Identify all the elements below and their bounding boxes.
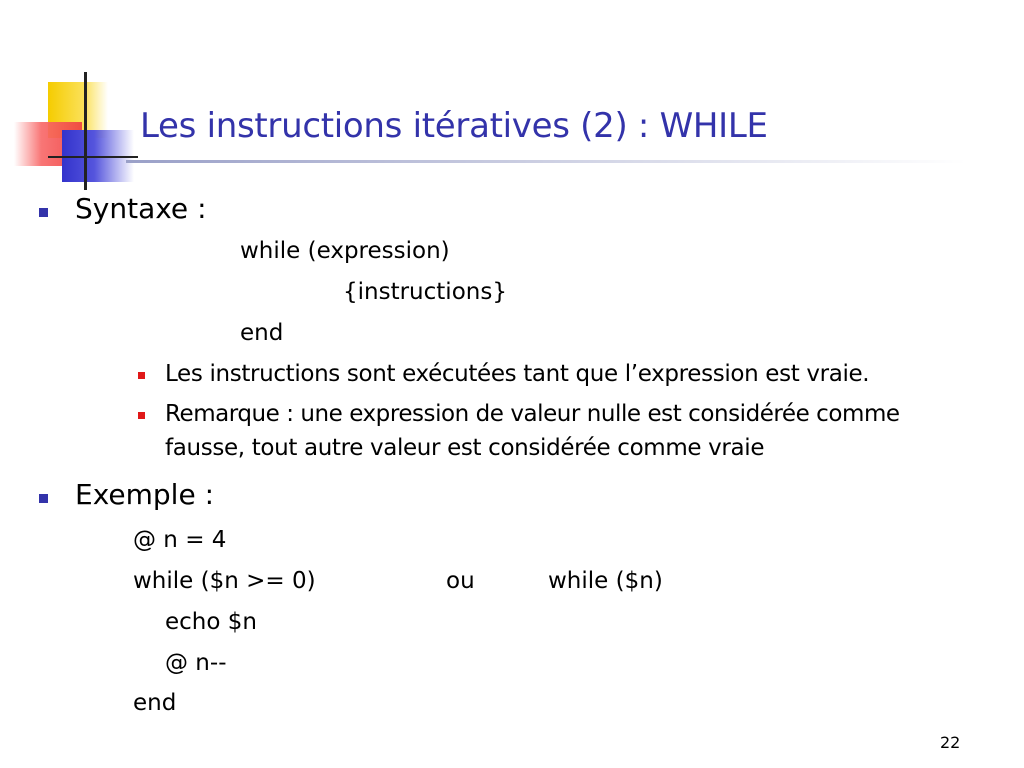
logo-vertical-line — [84, 72, 87, 190]
syntax-code-line-3: end — [240, 320, 284, 346]
syntax-note-2-line-1: Remarque : une expression de valeur nulle est considérée comme — [165, 401, 900, 427]
syntax-code-line-2: {instructions} — [343, 279, 507, 305]
bullet-example — [39, 494, 48, 503]
slide-logo — [0, 0, 140, 200]
bullet-syntax — [39, 208, 48, 217]
example-heading: Exemple : — [75, 478, 215, 511]
example-or-word: ou — [446, 568, 475, 594]
syntax-code-line-1: while (expression) — [240, 238, 450, 264]
example-decrement-line: @ n-- — [165, 650, 227, 676]
example-echo-line: echo $n — [165, 609, 257, 635]
example-end-line: end — [133, 690, 177, 716]
logo-horizontal-line — [48, 156, 138, 158]
slide-title: Les instructions itératives (2) : WHILE — [140, 106, 768, 146]
bullet-note-1 — [138, 372, 145, 379]
title-underline — [126, 160, 966, 163]
bullet-note-2 — [138, 412, 145, 419]
syntax-heading: Syntaxe : — [75, 192, 207, 225]
syntax-note-1: Les instructions sont exécutées tant que l’expression est vraie. — [165, 361, 870, 387]
page-number: 22 — [940, 733, 961, 752]
syntax-note-2-line-2: fausse, tout autre valeur est considérée comme vraie — [165, 435, 765, 461]
example-while-line-1: while ($n >= 0) — [133, 568, 316, 594]
example-init-line: @ n = 4 — [133, 527, 227, 553]
example-while-line-2: while ($n) — [548, 568, 663, 594]
